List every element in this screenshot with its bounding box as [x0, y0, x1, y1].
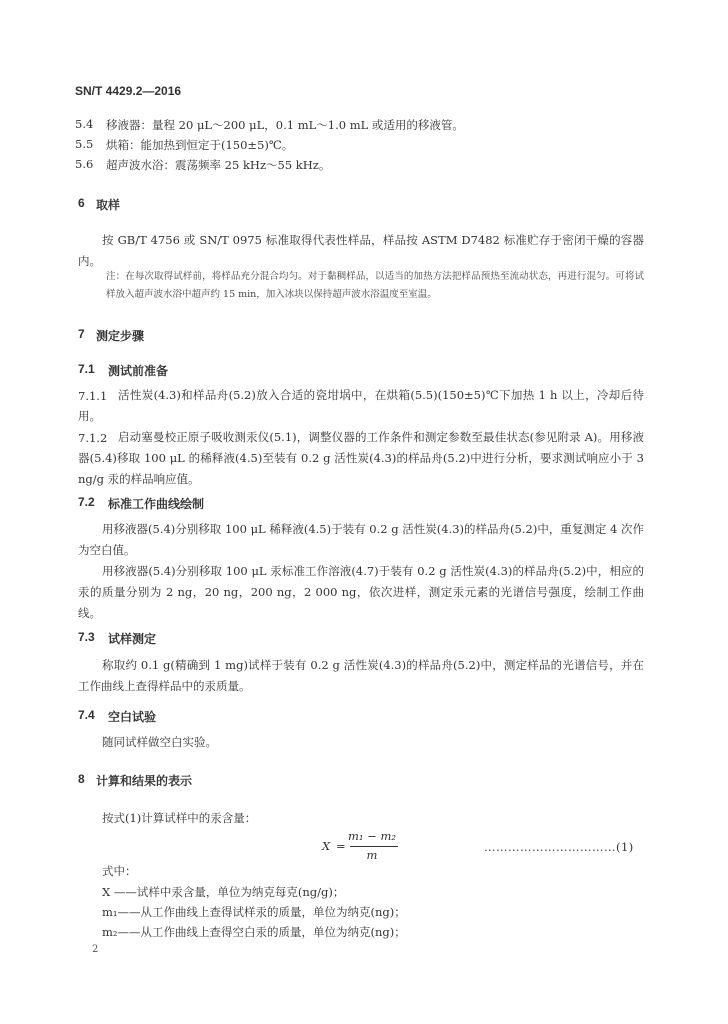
- symbol-definition: m₁——从工作曲线上查得试样汞的质量，单位为纳克(ng)；: [102, 905, 406, 919]
- clause-number: 7.1.1: [78, 389, 108, 403]
- subsection-title: 标准工作曲线绘制: [108, 497, 205, 511]
- mercury-content-formula: [322, 829, 442, 863]
- where-label: 式中：: [102, 864, 137, 878]
- item-text: 超声波水浴：震荡频率 25 kHz～55 kHz。: [106, 158, 331, 172]
- curve-paragraph-blank: 用移液器(5.4)分别移取 100 μL 稀释液(4.5)于装有 0.2 g 活性炭(4.3)的样品舟(5.2)中，重复测定 4 次作为空白值。: [78, 522, 644, 557]
- section-number: 8: [78, 772, 85, 786]
- subsection-title: 测试前准备: [108, 364, 169, 378]
- formula-numerator: m₁ − m₂: [348, 829, 396, 843]
- fraction-bar: [350, 846, 398, 847]
- sampling-paragraph: 按 GB/T 4756 或 SN/T 0975 标准取得代表性样品，样品按 ASTM D7482 标准贮存于密闭干燥的容器内。: [78, 233, 644, 268]
- section-title: 计算和结果的表示: [96, 774, 193, 788]
- subsection-title: 空白试验: [108, 710, 157, 724]
- subsection-number: 7.3: [78, 630, 95, 644]
- item-number: 5.4: [75, 117, 94, 131]
- subsection-number: 7.1: [78, 362, 95, 376]
- subsection-title: 试样测定: [108, 632, 157, 646]
- equation-number: ……………………………(1): [484, 840, 634, 854]
- section-title: 测定步骤: [96, 329, 145, 343]
- item-text: 移液器：量程 20 μL～200 μL，0.1 mL～1.0 mL 或适用的移液管。: [106, 118, 464, 132]
- sample-measurement-paragraph: 称取约 0.1 g(精确到 1 mg)试样于装有 0.2 g 活性炭(4.3)的样品舟(5.2)中，测定样品的光谱信号，并在工作曲线上查得样品中的汞质量。: [78, 658, 644, 693]
- section-number: 7: [78, 327, 85, 341]
- clause-number: 7.1.2: [78, 431, 108, 445]
- symbol-definition: X ——试样中汞含量，单位为纳克每克(ng/g)；: [102, 885, 345, 899]
- page-number: 2: [92, 944, 99, 955]
- section-number: 6: [78, 196, 85, 210]
- clause-text: 活性炭(4.3)和样品舟(5.2)放入合适的瓷坩埚中，在烘箱(5.5)(150±5)℃下加热 1 h 以上，冷却后待用。: [78, 388, 644, 423]
- item-number: 5.5: [75, 137, 94, 151]
- curve-paragraph-standard: 用移液器(5.4)分别移取 100 μL 汞标准工作溶液(4.7)于装有 0.2 g 活性炭(4.3)的样品舟(5.2)中，相应的汞的质量分别为 2 ng，20 ng，200 ng，2 000 ng，依次进样，测定汞元素的光谱信号强度，绘制工作曲线。: [78, 564, 644, 620]
- formula-intro: 按式(1)计算试样中的汞含量：: [102, 811, 257, 825]
- formula-equals: =: [336, 839, 346, 853]
- subsection-number: 7.2: [78, 495, 95, 509]
- sampling-note: 注：在每次取得试样前，将样品充分混合均匀。对于黏稠样品，以适当的加热方法把样品预热至流动状态，再进行混匀。可将试样放入超声波水浴中超声约 15 min，加入冰块以保持超声波水浴温度至室温。: [106, 271, 644, 300]
- symbol-definition: m₂——从工作曲线上查得空白汞的质量，单位为纳克(ng)；: [102, 925, 406, 939]
- item-text: 烘箱：能加热到恒定于(150±5)℃。: [106, 138, 294, 152]
- item-number: 5.6: [75, 157, 94, 171]
- clause-text: 启动塞曼校正原子吸收测汞仪(5.1)，调整仪器的工作条件和测定参数至最佳状态(参见附录 A)。用移液器(5.4)移取 100 μL 的稀释液(4.5)至装有 0.2 g 活性炭(4.3)的样品舟(5.2)中进行分析，要求测试响应小于 3 ng/g 汞的样品响应值。: [78, 430, 644, 486]
- subsection-number: 7.4: [78, 708, 95, 722]
- standard-code: SN/T 4429.2—2016: [75, 84, 182, 98]
- section-title: 取样: [96, 198, 121, 212]
- blank-test-paragraph: 随同试样做空白实验。: [102, 735, 217, 749]
- formula-lhs: X: [322, 839, 331, 853]
- formula-denominator: m: [366, 848, 378, 862]
